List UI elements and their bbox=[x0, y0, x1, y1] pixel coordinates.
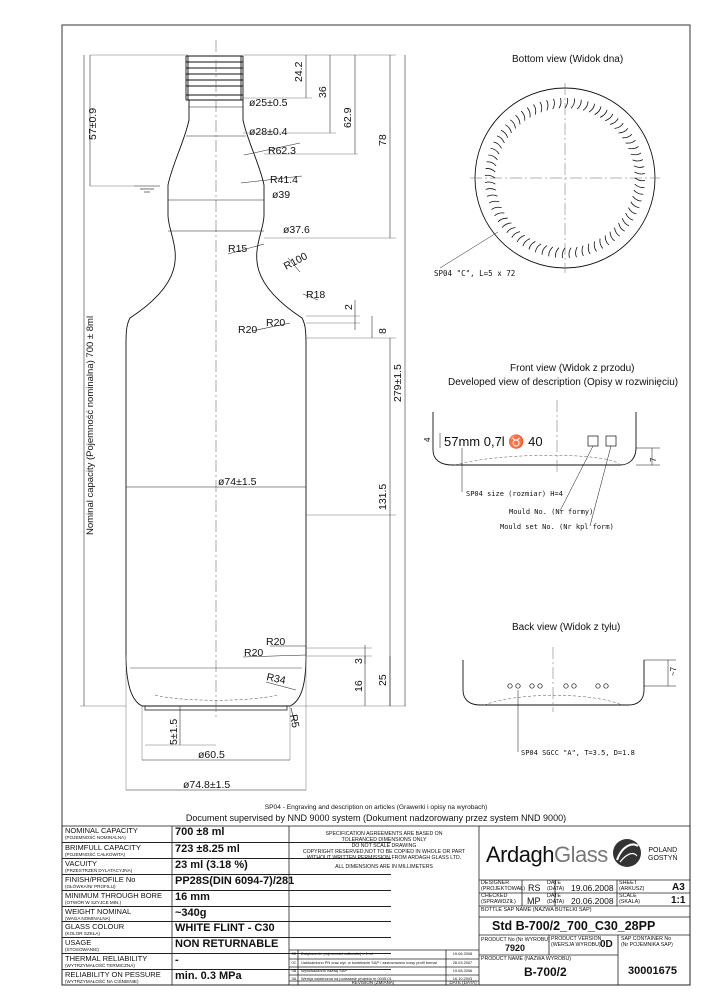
spec-label-sub: (STOSOWANIE) bbox=[65, 947, 99, 953]
spec-label-sub: (POJEMNOŚĆ CAŁKOWITA) bbox=[65, 851, 126, 857]
stipple-mark bbox=[619, 223, 625, 231]
date-label-2: DATE (DATA) bbox=[547, 893, 565, 905]
spec-label-text: VACUITY bbox=[65, 858, 97, 868]
stipple-mark bbox=[512, 232, 520, 238]
stipple-mark bbox=[502, 223, 511, 228]
dim-131-5: 131.5 bbox=[377, 483, 389, 510]
stipple-mark bbox=[634, 190, 643, 194]
stipple-mark bbox=[505, 125, 511, 133]
date-label-1: DATE (DATA) bbox=[547, 880, 565, 892]
spec-value: min. 0.3 MPa bbox=[175, 970, 242, 983]
horizontal-dimensions bbox=[183, 97, 325, 791]
stipple-mark bbox=[577, 100, 581, 109]
spec-value: ~340g bbox=[175, 906, 207, 919]
dim-r100: R100 bbox=[281, 250, 310, 273]
stipple-mark bbox=[626, 140, 636, 143]
agreement-line: WITHOUT WRITTEN PERMISSION FROM ARDAGH GLASS LTD. bbox=[306, 855, 462, 861]
dim-d74: ø74±1.5 bbox=[218, 476, 257, 488]
dim-279: 279±1.5 bbox=[392, 364, 404, 402]
stipple-mark bbox=[610, 232, 615, 241]
stipple-mark bbox=[631, 153, 641, 155]
stipple-mark bbox=[510, 120, 515, 129]
spec-label-text: BRIMFULL CAPACITY bbox=[65, 842, 141, 852]
spec-label-text: USAGE bbox=[65, 938, 92, 948]
stipple-mark bbox=[595, 107, 601, 115]
revision-text: Zwiększenie pojemności całkowitej o 1 ml bbox=[301, 951, 373, 956]
spec-label bbox=[65, 971, 173, 984]
spec-label-text: THERMAL RELIABILITY bbox=[65, 954, 148, 964]
designer-label: DESIGNER (PROJEKTOWAŁ) bbox=[481, 880, 526, 892]
sheet-label: SHEET (ARKUSZ) bbox=[619, 880, 645, 892]
dim-78: 78 bbox=[377, 134, 389, 146]
dim-62-9: 62.9 bbox=[342, 107, 354, 128]
stipple-mark bbox=[631, 202, 640, 208]
checked-label: CHECKED (SPRAWDZIŁ) bbox=[481, 893, 516, 905]
stipple-mark bbox=[494, 142, 502, 148]
fill-level-marker bbox=[134, 186, 160, 192]
company-name-a: Ardagh bbox=[486, 842, 554, 867]
agreement-line: DO NOT SCALE DRAWING bbox=[351, 843, 417, 849]
stipple-mark bbox=[628, 146, 638, 148]
front-callout-mould-set: Mould set No. (Nr kpl form) bbox=[500, 523, 614, 531]
spec-label-text: WEIGHT NOMINAL bbox=[65, 906, 132, 916]
stipple-mark bbox=[529, 241, 535, 249]
back-view-title: Back view (Widok z tyłu) bbox=[512, 622, 621, 633]
dim-2: 2 bbox=[343, 304, 355, 310]
dim-r15: R15 bbox=[228, 243, 248, 255]
stipple-mark bbox=[492, 207, 502, 209]
stipple-mark bbox=[547, 100, 548, 110]
front-callout-size: SP04 size (rozmiar) H=4 bbox=[466, 490, 563, 498]
dim-5: 5±1.5 bbox=[168, 718, 180, 745]
front-dim-4: 4 bbox=[423, 437, 432, 442]
stipple-mark bbox=[583, 101, 588, 110]
stipple-mark bbox=[559, 98, 561, 108]
dim-r5: R5 bbox=[287, 713, 302, 729]
bottom-view-title: Bottom view (Widok dna) bbox=[512, 54, 624, 65]
dim-d37-6: ø37.6 bbox=[283, 224, 310, 236]
stipple-mark bbox=[491, 148, 500, 154]
spec-row bbox=[62, 906, 391, 922]
stipple-mark bbox=[523, 239, 530, 247]
stipple-mark bbox=[517, 235, 525, 242]
stipple-mark bbox=[489, 201, 499, 203]
dim-d60-5: ø60.5 bbox=[198, 749, 225, 761]
spec-label-sub: (POJEMNOŚĆ NOMINALNA) bbox=[65, 835, 126, 840]
vertical-dimensions bbox=[85, 61, 404, 745]
stipple-mark bbox=[501, 130, 508, 138]
stipple-mark bbox=[576, 247, 578, 257]
dim-r20-b: R20 bbox=[238, 324, 258, 336]
revision-code: 0D bbox=[291, 951, 297, 956]
dim-r62-3: R62.3 bbox=[268, 145, 297, 157]
spec-label-sub: (WYTRZYMAŁOŚĆ TERMICZNA) bbox=[65, 963, 135, 969]
revision-header: REVISION (ZMIANA) bbox=[351, 980, 395, 985]
designer-value: RS bbox=[528, 883, 541, 893]
dim-16: 16 bbox=[353, 680, 365, 692]
stipple-mark bbox=[635, 172, 645, 174]
company-country: POLAND bbox=[648, 847, 678, 854]
stipple-mark bbox=[622, 218, 629, 226]
spec-value: PP28S(DIN 6094-7)/281 bbox=[175, 874, 295, 887]
dim-r20-a: R20 bbox=[266, 317, 286, 329]
scale-value: 1:1 bbox=[671, 895, 686, 906]
stipple-mark bbox=[540, 102, 542, 112]
spec-label bbox=[65, 876, 173, 889]
agreement-line: COPYRIGHT RESERVED,NOT TO BE COPIED IN WHOLE OR PART bbox=[302, 849, 466, 855]
stipple-mark bbox=[605, 235, 609, 245]
revision-date: 19.06.2008 bbox=[452, 951, 473, 956]
revision-text: Wersja ostateczna na podstawie projektu nr 0045-01 bbox=[301, 976, 392, 981]
dim-d74-8: ø74.8±1.5 bbox=[183, 779, 231, 791]
stipple-mark bbox=[565, 98, 568, 108]
dim-8: 8 bbox=[377, 328, 389, 334]
stipple-mark bbox=[527, 108, 530, 118]
company-name-b: Glass bbox=[553, 842, 608, 867]
spec-label-text: NOMINAL CAPACITY bbox=[65, 826, 138, 835]
agreement-text bbox=[289, 831, 479, 870]
version-label: PRODUCT VERSION (WERSJA WYROBU) bbox=[551, 936, 602, 948]
dim-d25: ø25±0.5 bbox=[249, 97, 288, 109]
dim-r41-4: R41.4 bbox=[270, 174, 299, 186]
stipple-mark bbox=[594, 241, 596, 251]
company-name bbox=[486, 842, 608, 868]
dim-r20-d: R20 bbox=[244, 647, 264, 659]
stipple-mark bbox=[495, 213, 505, 216]
stipple-mark bbox=[615, 123, 624, 128]
sap-container: 30001675 bbox=[628, 965, 677, 977]
stipple-mark bbox=[615, 228, 620, 237]
spec-label-sub: (WYTRZYMAŁOŚĆ NA CIŚNIENIE) bbox=[65, 979, 139, 985]
dim-r18: R18 bbox=[306, 289, 326, 301]
spec-label-text: FINISH/PROFILE No bbox=[65, 874, 136, 884]
revision-code: 0B bbox=[291, 968, 297, 973]
stipple-mark bbox=[497, 136, 505, 143]
spec-value: 700 ±8 ml bbox=[175, 826, 225, 838]
spec-label-sub: (KOLOR SZKŁA) bbox=[65, 931, 100, 937]
stipple-mark bbox=[628, 208, 636, 214]
stipple-mark bbox=[571, 99, 574, 109]
stipple-mark bbox=[626, 213, 634, 220]
spec-label bbox=[65, 827, 173, 840]
revision-date: 19.08.2006 bbox=[452, 968, 473, 973]
stipple-mark bbox=[485, 182, 495, 184]
spec-row bbox=[62, 874, 391, 890]
checked-date: 20.06.2008 bbox=[571, 896, 614, 906]
stipple-mark bbox=[605, 114, 613, 121]
spec-label-sub: (GŁÓWKA/Nr PROFILU) bbox=[65, 883, 116, 889]
spec-label bbox=[65, 860, 173, 873]
revision-text: Uaktualniono PN oraz wyr. w kontekście SAP / zastosowano nowy profil format bbox=[301, 960, 437, 965]
spec-value: - bbox=[175, 954, 179, 967]
sap-name-label: BOTTLE SAP NAME (NAZWA BUTELKI SAP) bbox=[481, 907, 592, 913]
stipple-mark bbox=[633, 160, 643, 161]
stipple-mark bbox=[535, 244, 541, 253]
front-callout-mould: Mould No. (Nr formy) bbox=[509, 508, 594, 516]
stipple-mark bbox=[542, 246, 547, 255]
dim-3: 3 bbox=[353, 658, 365, 664]
stipple-mark bbox=[582, 246, 583, 256]
dim-d28: ø28±0.4 bbox=[249, 126, 288, 138]
spec-value: 723 ±8.25 ml bbox=[175, 842, 240, 855]
company-city: GOSTYŃ bbox=[648, 855, 678, 862]
stipple-mark bbox=[569, 248, 571, 258]
stipple-mark bbox=[622, 134, 632, 138]
spec-label-text: MINIMUM THROUGH BORE bbox=[65, 890, 162, 900]
sap-container-label: SAP CONTAINER No (Nr POJEMNIKA SAP) bbox=[621, 936, 673, 948]
spec-label-sub: (PRZESTRZEŃ DYLATACYJNA) bbox=[65, 867, 133, 873]
revision-date: 16.10.2003 bbox=[452, 976, 473, 981]
stipple-mark bbox=[600, 110, 607, 118]
stipple-mark bbox=[515, 115, 520, 124]
revision-text: Wprowadzono nazwę SAP bbox=[301, 968, 348, 973]
back-callout: SP04 SGCC "A", T=3.5, D=1.8 bbox=[521, 749, 635, 757]
front-view-title: Front view (Widok z przodu) bbox=[510, 363, 635, 374]
dim-r20-c: R20 bbox=[266, 636, 286, 648]
stipple-mark bbox=[635, 178, 645, 181]
spec-label bbox=[65, 892, 173, 905]
front-dim-7: 7 bbox=[649, 457, 658, 462]
engraving-note: SP04 - Engraving and description on articles (Grawerki i opisy na wyrobach) bbox=[264, 804, 488, 811]
stipple-mark bbox=[562, 248, 565, 258]
spec-label bbox=[65, 908, 173, 921]
sap-name: Std B-700/2_700_C30_28PP bbox=[492, 919, 656, 933]
bottom-view-callout: SP04 "C", L=5 x 72 bbox=[434, 269, 516, 278]
capacity-label: Nominal capacity (Pojemność nominalna) 700 ± 8ml bbox=[85, 315, 96, 535]
stipple-mark bbox=[486, 189, 496, 191]
back-dim-7: ~7 bbox=[669, 666, 678, 676]
spec-label bbox=[65, 923, 173, 936]
product-name: B-700/2 bbox=[524, 965, 567, 979]
revision-date: 28.03.2007 bbox=[452, 960, 473, 965]
spec-value: 16 mm bbox=[175, 890, 210, 903]
stipple-mark bbox=[488, 155, 497, 160]
spec-label bbox=[65, 844, 173, 857]
stipple-mark bbox=[600, 239, 603, 249]
revision-code: 0A bbox=[291, 976, 297, 981]
dim-57: 57±0.9 bbox=[87, 107, 99, 140]
dim-24-2: 24.2 bbox=[293, 61, 305, 82]
stipple-mark bbox=[487, 162, 496, 166]
stipple-mark bbox=[553, 99, 555, 109]
dim-r34: R34 bbox=[265, 671, 287, 687]
agreement-line: TOLERANCED DIMENSIONS ONLY bbox=[341, 837, 427, 843]
spec-label-sub: (WAGA NOMINALNA) bbox=[65, 915, 111, 921]
back-view bbox=[463, 647, 676, 752]
company-location bbox=[648, 847, 678, 863]
stipple-mark bbox=[633, 196, 642, 201]
stipple-mark bbox=[521, 111, 525, 121]
stipple-mark bbox=[533, 105, 535, 115]
agreement-line: ALL DIMENSIONS ARE IN MILLIMETERS bbox=[335, 864, 433, 870]
designed-date: 19.06.2008 bbox=[571, 883, 614, 893]
stipple-mark bbox=[507, 228, 516, 233]
stipple-mark bbox=[555, 248, 558, 258]
stipple-mark bbox=[635, 184, 645, 187]
product-no: 7920 bbox=[505, 943, 526, 953]
dim-36: 36 bbox=[317, 86, 329, 98]
stipple-mark bbox=[486, 168, 496, 171]
dim-d39: ø39 bbox=[272, 189, 291, 201]
spec-value: NON RETURNABLE bbox=[175, 938, 279, 951]
product-no-label: PRODUCT No (Nr WYROBU) bbox=[481, 937, 550, 943]
stipple-mark bbox=[498, 218, 508, 222]
sheet-value: A3 bbox=[672, 882, 685, 893]
stipple-mark bbox=[485, 175, 495, 178]
spec-row bbox=[62, 890, 391, 906]
version-value: 0D bbox=[600, 939, 613, 950]
dim-25: 25 bbox=[377, 674, 389, 686]
bottom-view bbox=[440, 83, 660, 273]
front-engraving: 57mm 0,7l ♉ 40 bbox=[444, 434, 543, 449]
checker-value: MP bbox=[527, 896, 541, 906]
agreement-line: SPECIFICATION AGREEMENTS ARE BASED ON bbox=[325, 831, 443, 837]
spec-value: WHITE FLINT - C30 bbox=[175, 922, 275, 935]
nnd-note: Document supervised by NND 9000 system (Dokument nadzorowany przez system NND 9000) bbox=[185, 813, 567, 823]
stipple-mark bbox=[634, 166, 644, 168]
ardagh-logo-icon bbox=[613, 839, 641, 867]
spec-label bbox=[65, 939, 173, 952]
stipple-mark bbox=[588, 244, 590, 254]
revision-date-header: DATE (DATA) bbox=[449, 980, 477, 985]
stipple-mark bbox=[589, 104, 595, 113]
stipple-mark bbox=[487, 195, 497, 196]
spec-label bbox=[65, 955, 173, 968]
spec-label-text: GLASS COLOUR bbox=[65, 922, 125, 932]
revision-code: 0C bbox=[291, 960, 297, 965]
spec-label-text: RELIABILITY ON PESSURE bbox=[65, 970, 161, 980]
stipple-mark bbox=[549, 247, 553, 256]
front-view-subtitle: Developed view of description (Opisy w rozwinięciu) bbox=[448, 377, 679, 388]
stipple-mark bbox=[619, 128, 628, 133]
stipple-mark bbox=[610, 118, 618, 124]
spec-row bbox=[62, 921, 391, 937]
spec-label-sub: (OTWÓR W SZYJCE MIN.) bbox=[65, 899, 122, 905]
product-name-label: PRODUCT NAME (NAZWA WYROBU) bbox=[481, 956, 571, 962]
scale-label: SCALE (SKALA) bbox=[619, 893, 640, 905]
spec-value: 23 ml (3.18 %) bbox=[175, 858, 248, 871]
